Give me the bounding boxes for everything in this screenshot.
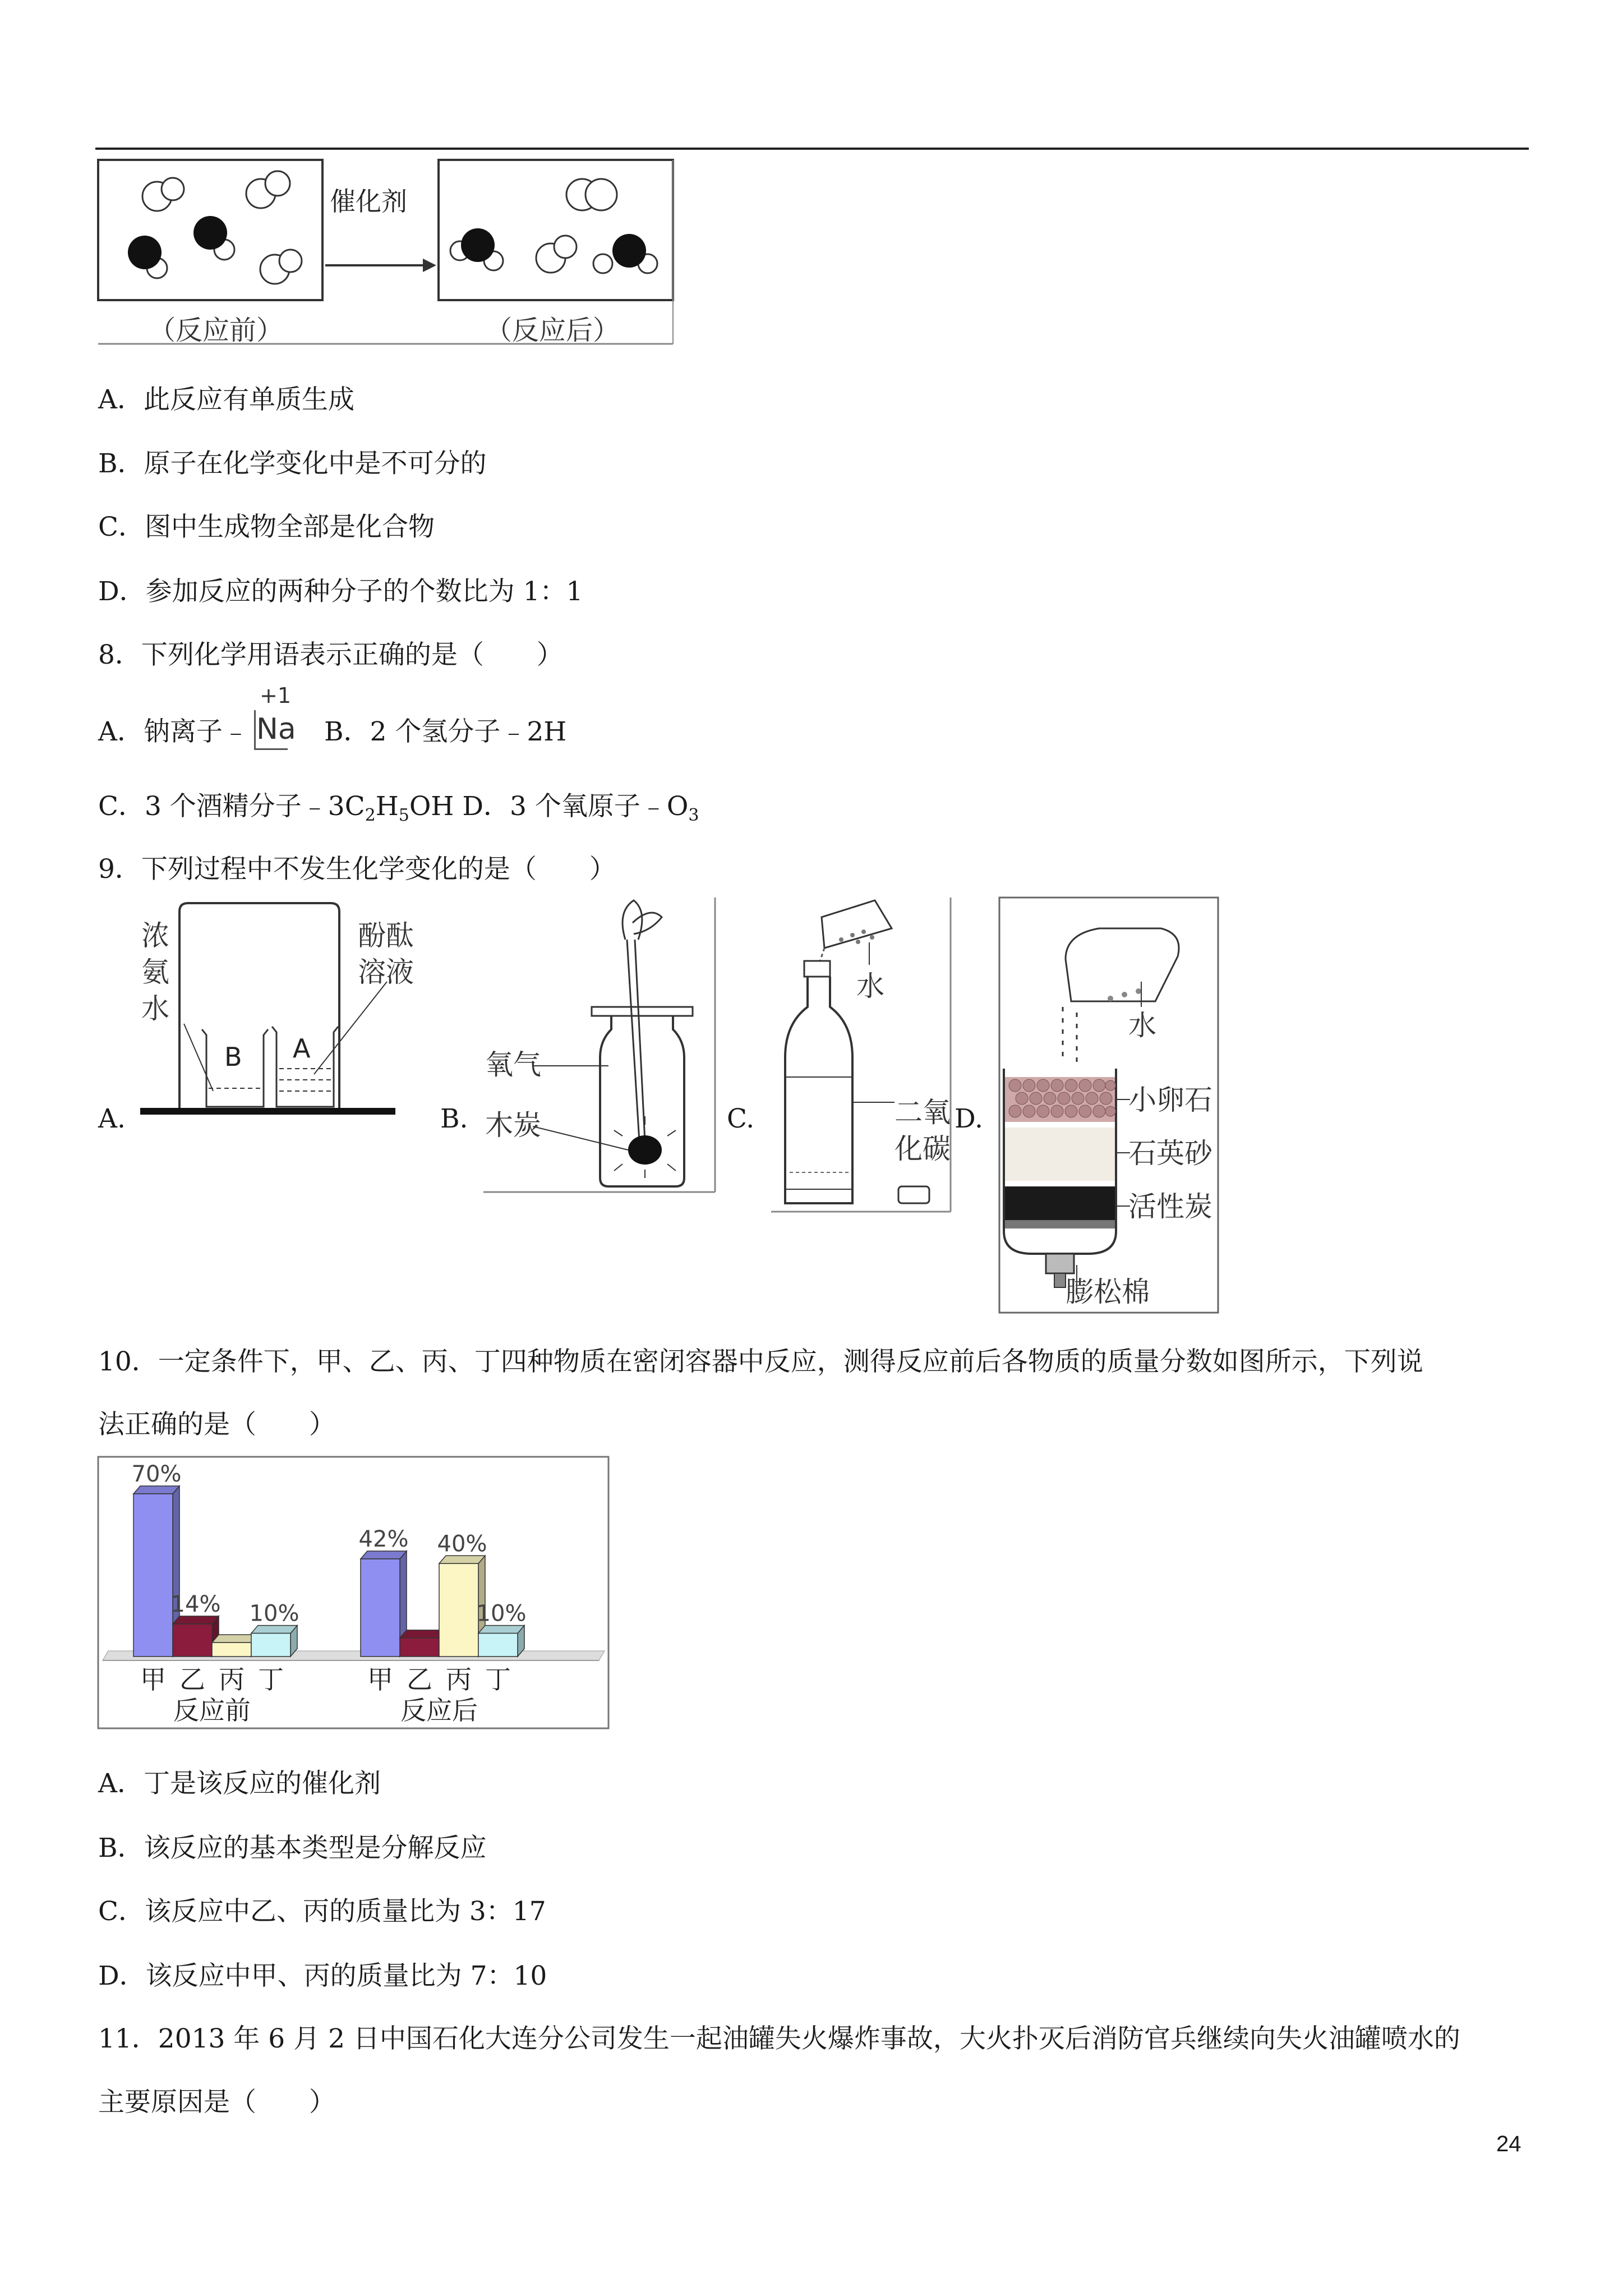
category-label: 丁	[258, 1664, 284, 1695]
catalyst-label: 催化剂	[330, 186, 407, 217]
label-co2-line2: 化碳	[895, 1133, 951, 1165]
q10-option-b: B．该反应的基本类型是分解反应	[98, 1833, 487, 1864]
q9-letter-d: D.	[955, 1103, 983, 1134]
label-water: 水	[141, 992, 169, 1025]
charge-label: +1	[260, 683, 292, 708]
element-symbol: Na	[256, 712, 296, 746]
q7-option-d: D．参加反应的两种分子的个数比为 1：1	[98, 576, 583, 607]
category-label: 丙	[219, 1664, 245, 1695]
series-label: 反应前	[173, 1695, 251, 1726]
q8-stem: 8．下列化学用语表示正确的是（ ）	[98, 639, 563, 670]
q11-line1: 11．2013 年 6 月 2 日中国石化大连分公司发生一起油罐失火爆炸事故，大火扑灭后消防官兵继续向失火油罐喷水的	[98, 2023, 1460, 2054]
series-label: 反应后	[400, 1695, 478, 1726]
label-cotton: 膨松棉	[1066, 1276, 1150, 1308]
data-label: 10%	[249, 1600, 299, 1627]
bar-after-3	[478, 1626, 524, 1657]
q9-figure-a	[140, 900, 437, 1116]
after-label: （反应后）	[485, 315, 620, 346]
q9-letter-b: B.	[440, 1103, 468, 1134]
category-label: 丁	[485, 1664, 511, 1695]
q8-c-sub1: 2	[365, 806, 376, 825]
category-label: 丙	[446, 1664, 472, 1695]
molecule-reaction-diagram	[95, 154, 684, 348]
data-label: 14%	[170, 1591, 221, 1617]
q8-option-a-text: A．钠离子﹣	[98, 716, 249, 747]
q7-option-c: C．图中生成物全部是化合物	[98, 512, 435, 542]
label-activated-carbon: 活性炭	[1128, 1190, 1212, 1223]
label-ammonia: 氨	[141, 956, 169, 988]
q8-c-suffix: OH	[409, 791, 454, 822]
q8-option-cd	[98, 790, 699, 823]
header-rule	[95, 148, 1529, 150]
q9-letter-c: C.	[727, 1103, 755, 1134]
q8-sodium-symbol	[254, 683, 296, 751]
data-label: 40%	[437, 1531, 487, 1557]
category-label: 乙	[179, 1664, 205, 1695]
q8-c-sub2: 5	[398, 806, 409, 825]
q9-figure-d	[998, 895, 1223, 1318]
q8-c-mid: H	[375, 791, 399, 822]
q9-figure-c	[768, 895, 953, 1220]
q10-stem-line2: 法正确的是（ ）	[98, 1409, 335, 1440]
q10-stem-line1: 10．一定条件下，甲、乙、丙、丁四种物质在密闭容器中反应，测得反应前后各物质的质量分数如图所示，下列说	[98, 1346, 1423, 1377]
q10-option-a: A．丁是该反应的催化剂	[98, 1768, 381, 1799]
data-label: 10%	[476, 1600, 527, 1627]
label-quartz-sand: 石英砂	[1128, 1137, 1212, 1170]
bar-before-3	[251, 1626, 297, 1657]
label-phenolphthalein: 酚酞	[358, 919, 414, 952]
q11-line2: 主要原因是（ ）	[98, 2087, 335, 2118]
label-solution: 溶液	[358, 956, 414, 988]
label-concentrated: 浓	[141, 919, 169, 952]
label-pebbles: 小卵石	[1128, 1084, 1212, 1116]
label-water-c: 水	[856, 970, 884, 1002]
q10-option-c: C．该反应中乙、丙的质量比为 3：17	[98, 1896, 546, 1927]
label-oxygen: 氧气	[485, 1048, 541, 1081]
category-label: 乙	[407, 1664, 432, 1695]
q9-letter-a: A.	[98, 1103, 126, 1134]
before-label: （反应前）	[149, 315, 284, 346]
data-label: 70%	[131, 1461, 182, 1487]
q7-option-a: A．此反应有单质生成	[98, 384, 354, 415]
q8-option-b: B．2 个氢分子﹣2H	[324, 716, 567, 747]
q9-stem: 9．下列过程中不发生化学变化的是（ ）	[98, 854, 616, 885]
label-water-d: 水	[1128, 1009, 1156, 1042]
category-label: 甲	[140, 1664, 166, 1695]
category-label: 甲	[367, 1664, 393, 1695]
q8-d-sub: 3	[688, 806, 699, 825]
q10-bar-chart	[97, 1456, 610, 1731]
q7-option-b: B．原子在化学变化中是不可分的	[98, 448, 487, 479]
beaker-a-label: A	[293, 1033, 311, 1064]
q10-option-d: D．该反应中甲、丙的质量比为 7：10	[98, 1961, 547, 1991]
label-charcoal: 木炭	[485, 1109, 541, 1142]
page-number: 24	[1496, 2132, 1521, 2156]
q8-d-prefix: D．3 个氧原子﹣O	[462, 791, 689, 822]
beaker-b-label: B	[224, 1042, 242, 1072]
q8-c-prefix: C．3 个酒精分子﹣3C	[98, 791, 365, 822]
q9-figure-b	[482, 895, 718, 1195]
data-label: 42%	[358, 1526, 409, 1552]
label-co2-line1: 二氧	[895, 1096, 951, 1129]
